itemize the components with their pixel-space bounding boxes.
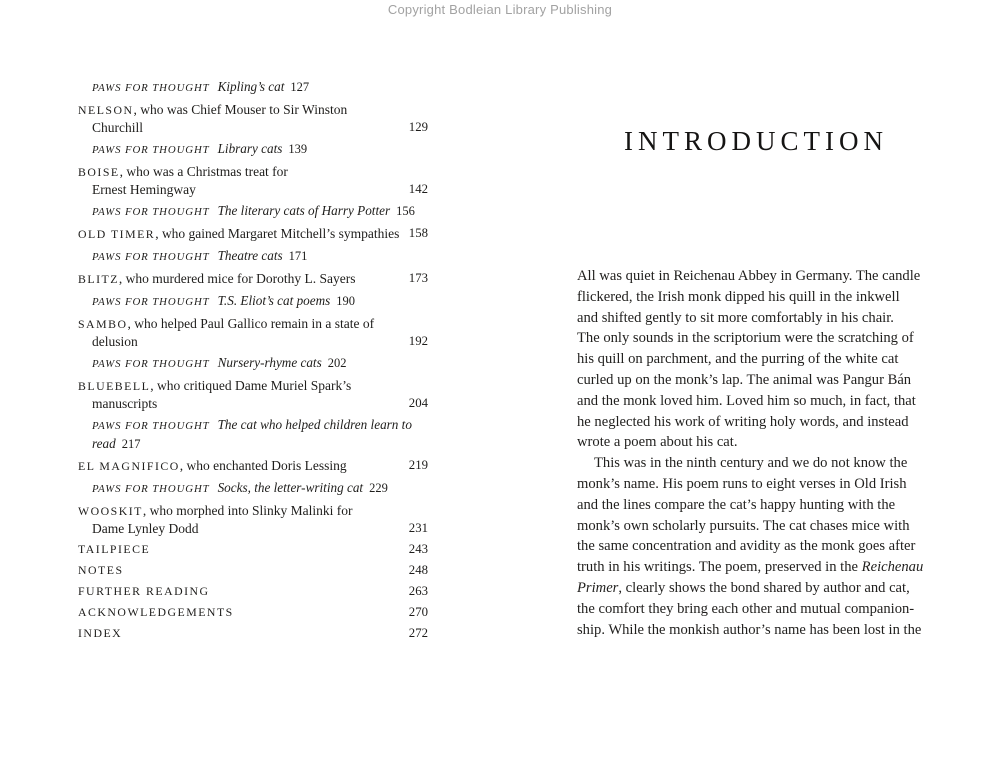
text-segment: truth in his writings. The poem, preserved in the — [577, 559, 862, 576]
body-line — [577, 432, 937, 453]
entry-continuation: Churchill — [92, 120, 143, 135]
paws-page-number: 217 — [121, 437, 141, 451]
body-line — [577, 557, 937, 578]
toc-entry — [78, 101, 428, 136]
paws-label: PAWS FOR THOUGHT — [92, 82, 210, 94]
paragraph — [577, 266, 937, 453]
section-page-number: 270 — [408, 605, 428, 619]
text-segment: and the monk loved him. Loved him so much, in fact, that — [577, 392, 916, 409]
section-page-number: 263 — [408, 584, 428, 598]
body-line — [577, 287, 937, 308]
copyright-watermark: Copyright Bodleian Library Publishing — [387, 2, 613, 17]
toc-line — [78, 541, 428, 558]
paws-label: PAWS FOR THOUGHT — [92, 483, 210, 495]
paws-page-number: 127 — [290, 80, 310, 94]
paws-title: Nursery-rhyme cats — [217, 355, 322, 370]
entry-text: , who critiqued Dame Muriel Spark’s — [150, 378, 352, 393]
toc-line — [78, 101, 428, 119]
paws-for-thought-line — [78, 292, 428, 311]
paws-page-number: 190 — [336, 294, 356, 308]
paws-title: read — [92, 436, 116, 451]
body-line — [577, 578, 937, 599]
toc-entry — [78, 625, 428, 642]
toc-entry — [78, 457, 428, 475]
body-line — [577, 349, 937, 370]
toc-entry — [78, 354, 428, 373]
chapter-body — [577, 266, 937, 640]
entry-page-number: 142 — [408, 182, 428, 196]
toc-entry — [78, 315, 428, 350]
body-line — [577, 412, 937, 433]
toc-line — [78, 270, 428, 288]
body-line — [577, 453, 937, 474]
entry-text-group — [78, 270, 355, 288]
toc-entry — [78, 163, 428, 198]
entry-page-number: 129 — [408, 120, 428, 134]
toc-entry — [78, 502, 428, 537]
text-segment: and the lines compare the cat’s happy hunting with the — [577, 496, 896, 513]
body-line — [577, 308, 937, 329]
toc-entry — [78, 583, 428, 600]
body-line — [577, 328, 937, 349]
entry-name: BLUEBELL — [78, 379, 151, 393]
toc-entry — [78, 292, 428, 311]
paws-for-thought-line — [78, 140, 428, 159]
entry-text: , who was Chief Mouser to Sir Winston — [133, 102, 348, 117]
text-segment: flickered, the Irish monk dipped his quill in the inkwell — [577, 288, 900, 305]
entry-continuation: delusion — [92, 334, 138, 349]
text-segment: and shifted gently to sit more comfortably in his chair. — [577, 309, 894, 326]
section-page-number: 248 — [408, 563, 428, 577]
entry-text: , who enchanted Doris Lessing — [179, 458, 347, 473]
toc-line — [78, 377, 428, 395]
body-line — [577, 620, 937, 641]
entry-page-number: 219 — [408, 458, 428, 472]
text-segment: , clearly shows the bond shared by author and cat, — [618, 579, 910, 596]
section-page-number: 272 — [408, 626, 428, 640]
entry-name: BLITZ — [78, 272, 119, 286]
paws-label: PAWS FOR THOUGHT — [92, 206, 210, 218]
toc-line — [78, 181, 428, 198]
text-segment: monk’s own scholarly pursuits. The cat chases mice with — [577, 517, 910, 534]
paws-label: PAWS FOR THOUGHT — [92, 251, 210, 263]
text-segment: ship. While the monkish author’s name has been lost in the — [577, 621, 922, 638]
section-name: FURTHER READING — [78, 584, 210, 598]
body-line — [577, 391, 937, 412]
entry-name: BOISE — [78, 165, 120, 179]
toc-line — [78, 163, 428, 181]
toc-line — [78, 583, 428, 600]
paws-page-number: 202 — [327, 356, 347, 370]
body-line — [577, 474, 937, 495]
section-name: NOTES — [78, 563, 124, 577]
body-line — [577, 266, 937, 287]
entry-text-group — [78, 457, 347, 475]
paws-title: Socks, the letter-writing cat — [217, 480, 364, 495]
paws-title: T.S. Eliot’s cat poems — [217, 293, 331, 308]
entry-text-group — [78, 225, 399, 243]
text-segment: the comfort they bring each other and mutual companion- — [577, 600, 915, 617]
toc-entry — [78, 562, 428, 579]
toc-line — [78, 562, 428, 579]
body-line — [577, 370, 937, 391]
paws-label: PAWS FOR THOUGHT — [92, 358, 210, 370]
toc-line — [78, 604, 428, 621]
paws-for-thought-line — [78, 435, 428, 453]
entry-page-number: 231 — [408, 521, 428, 535]
entry-page-number: 192 — [408, 334, 428, 348]
toc-entry — [78, 479, 428, 498]
toc-line — [78, 119, 428, 136]
table-of-contents — [78, 78, 428, 642]
entry-text: , who was a Christmas treat for — [119, 164, 288, 179]
toc-line — [78, 520, 428, 537]
toc-line — [78, 457, 428, 475]
text-segment: monk’s name. His poem runs to eight verses in Old Irish — [577, 475, 907, 492]
entry-name: SAMBO — [78, 317, 128, 331]
paws-page-number: 171 — [288, 249, 308, 263]
text-segment: Reichenau — [861, 559, 924, 576]
text-segment: curled up on the monk’s lap. The animal was Pangur Bán — [577, 371, 912, 388]
body-line — [577, 516, 937, 537]
entry-page-number: 173 — [408, 271, 428, 285]
toc-entry — [78, 202, 428, 221]
text-segment: All was quiet in Reichenau Abbey in Germany. The candle — [577, 268, 921, 284]
paws-for-thought-line — [78, 416, 428, 435]
toc-entry — [78, 247, 428, 266]
toc-line — [78, 502, 428, 520]
text-segment: he neglected his work of writing holy words, and instead — [577, 413, 909, 430]
paws-page-number: 229 — [369, 481, 388, 495]
paws-page-number: 139 — [288, 142, 308, 156]
entry-text: , who helped Paul Gallico remain in a state of — [127, 316, 375, 331]
body-line — [577, 599, 937, 620]
entry-name: NELSON — [78, 103, 134, 117]
toc-line — [78, 225, 428, 243]
toc-entry — [78, 78, 428, 97]
text-segment: the same concentration and avidity as the monk goes after — [577, 538, 916, 555]
chapter-title: INTRODUCTION — [624, 126, 888, 156]
toc-line — [78, 333, 428, 350]
entry-name: EL MAGNIFICO — [78, 459, 180, 473]
toc-entry — [78, 270, 428, 288]
paws-title: Library cats — [217, 141, 283, 156]
entry-name: WOOSKIT — [78, 504, 143, 518]
toc-entry — [78, 225, 428, 243]
section-name: INDEX — [78, 626, 123, 640]
toc-entry — [78, 377, 428, 412]
text-segment: wrote a poem about his cat. — [577, 434, 738, 451]
body-line — [577, 536, 937, 557]
paws-label: PAWS FOR THOUGHT — [92, 420, 210, 432]
entry-continuation: Ernest Hemingway — [92, 182, 196, 197]
paws-label: PAWS FOR THOUGHT — [92, 144, 210, 156]
paws-for-thought-line — [78, 78, 428, 97]
paws-title: Theatre cats — [217, 248, 283, 263]
paws-for-thought-line — [78, 247, 428, 266]
text-segment: Primer — [577, 579, 619, 596]
paragraph — [577, 453, 937, 640]
paws-label: PAWS FOR THOUGHT — [92, 296, 210, 308]
entry-continuation: manuscripts — [92, 396, 158, 411]
toc-entry — [78, 604, 428, 621]
toc-line — [78, 315, 428, 333]
paws-title: The cat who helped children learn to — [217, 417, 412, 432]
section-page-number: 243 — [408, 542, 428, 556]
entry-text: , who morphed into Slinky Malinki for — [142, 503, 353, 518]
text-segment: his quill on parchment, and the purring of the white cat — [577, 351, 899, 368]
paws-title: The literary cats of Harry Potter — [217, 203, 391, 218]
toc-entry — [78, 541, 428, 558]
paws-for-thought-line — [78, 354, 428, 373]
paws-page-number: 156 — [396, 204, 415, 218]
paws-for-thought-line — [78, 479, 428, 498]
paws-title: Kipling’s cat — [217, 79, 285, 94]
toc-entry — [78, 140, 428, 159]
toc-line — [78, 395, 428, 412]
toc-line — [78, 625, 428, 642]
body-line — [577, 495, 937, 516]
section-name: TAILPIECE — [78, 542, 151, 556]
text-segment: The only sounds in the scriptorium were the scratching of — [577, 330, 914, 347]
entry-page-number: 158 — [408, 226, 428, 240]
entry-name: OLD TIMER — [78, 227, 156, 241]
entry-text: , who murdered mice for Dorothy L. Sayers — [118, 271, 356, 286]
entry-text: , who gained Margaret Mitchell’s sympathies — [155, 226, 400, 241]
toc-entry — [78, 416, 428, 453]
entry-continuation: Dame Lynley Dodd — [92, 521, 199, 536]
section-name: ACKNOWLEDGEMENTS — [78, 605, 234, 619]
text-segment: This was in the ninth century and we do not know the — [594, 455, 908, 472]
entry-page-number: 204 — [408, 396, 428, 410]
paws-for-thought-line — [78, 202, 428, 221]
